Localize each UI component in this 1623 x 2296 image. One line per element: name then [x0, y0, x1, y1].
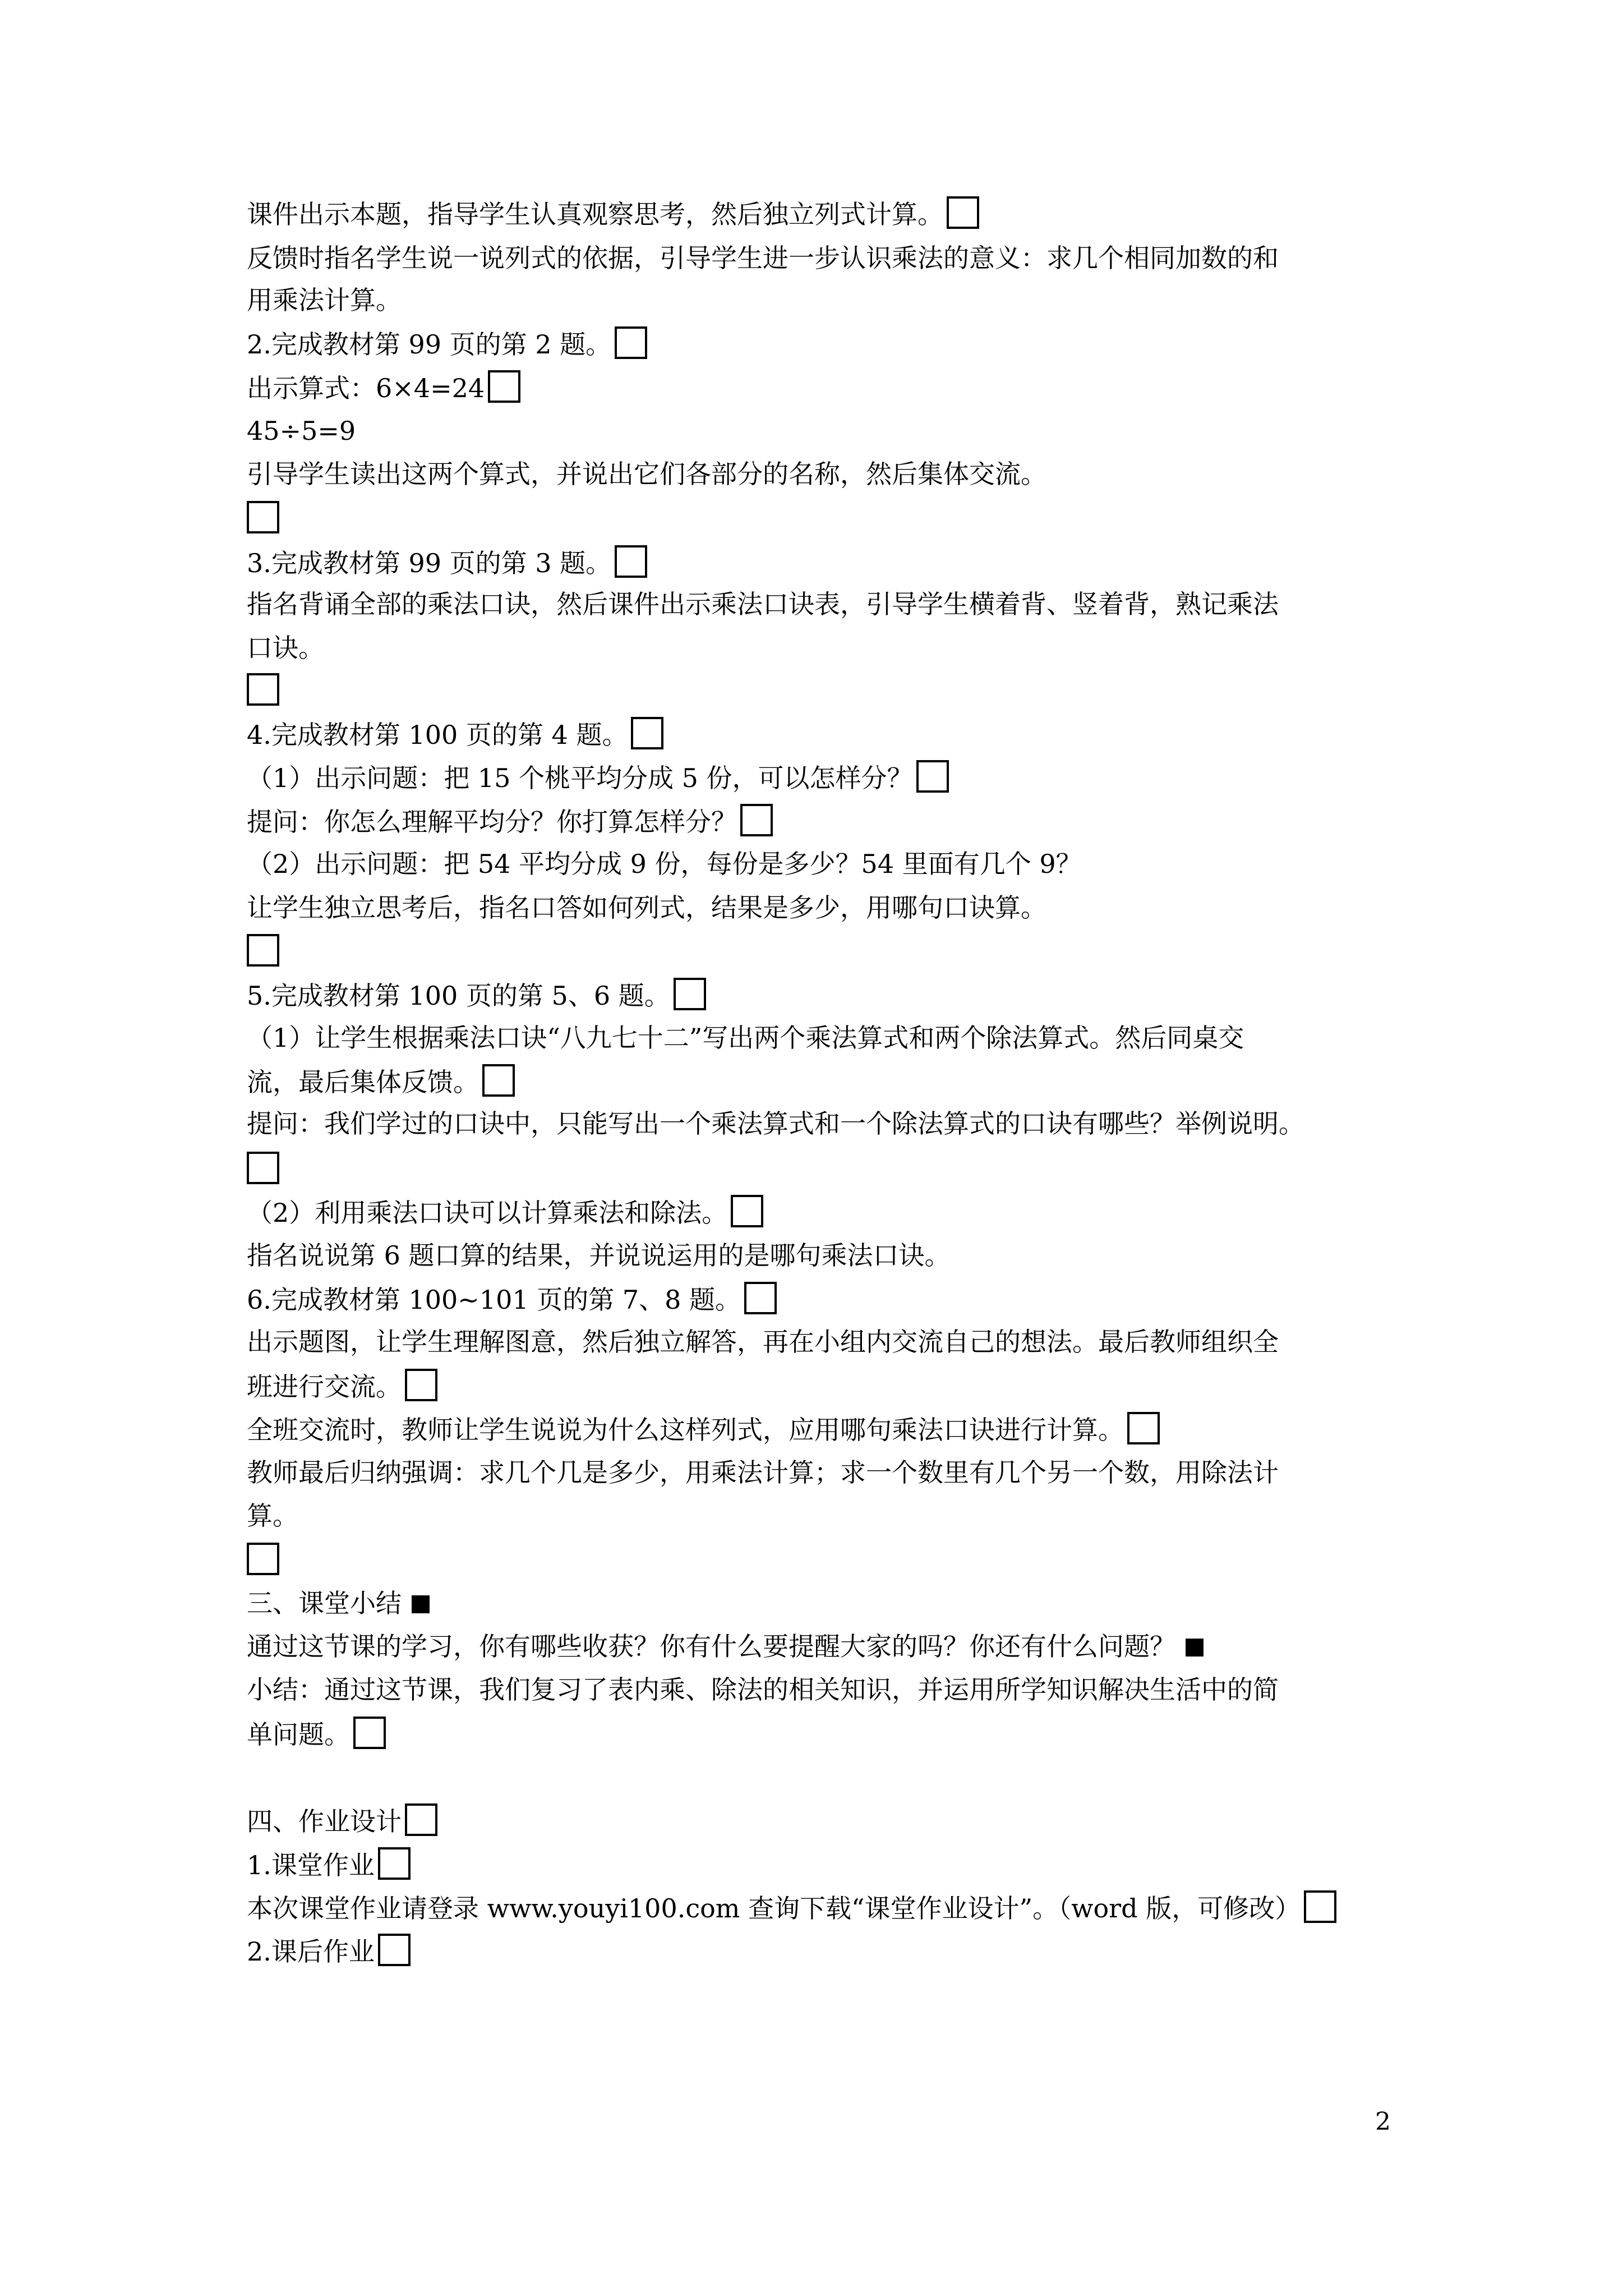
square-bullet-icon	[1186, 1639, 1204, 1657]
text-line: 反馈时指名学生说一说列式的依据，引导学生进一步认识乘法的意义：求几个相同加数的和	[247, 243, 1279, 273]
text-line: 5.完成教材第 100 页的第 5、6 题。	[247, 978, 1410, 1013]
text-line: （1）让学生根据乘法口诀“八九七十二”写出两个乘法算式和两个除法算式。然后同桌交	[247, 1023, 1244, 1053]
checkbox-icon	[378, 1934, 411, 1966]
text-line: （2）利用乘法口诀可以计算乘法和除法。	[247, 1195, 1410, 1230]
checkbox-icon	[488, 370, 520, 403]
text-line: 通过这节课的学习，你有哪些收获？你有什么要提醒大家的吗？你还有什么问题？	[247, 1630, 1410, 1663]
text-line: 2.完成教材第 99 页的第 2 题。	[247, 326, 1410, 361]
text-line: 3.完成教材第 99 页的第 3 题。	[247, 545, 1410, 580]
checkbox-icon	[247, 501, 279, 533]
text-line: 出示题图，让学生理解图意，然后独立解答，再在小组内交流自己的想法。最后教师组织全	[247, 1327, 1279, 1357]
text-line: （1）出示问题：把 15 个桃平均分成 5 份，可以怎样分？	[247, 760, 1410, 795]
text-line: 提问：你怎么理解平均分？你打算怎样分？	[247, 804, 1410, 839]
text-line: 口诀。	[247, 633, 324, 663]
checkbox-icon	[247, 1152, 279, 1184]
checkbox-icon	[378, 1847, 411, 1880]
text-line: 小结：通过这节课，我们复习了表内乘、除法的相关知识，并运用所学知识解决生活中的简	[247, 1674, 1279, 1705]
checkbox-icon	[1127, 1412, 1160, 1444]
checkbox-icon	[615, 545, 647, 578]
text-line	[247, 1543, 1410, 1577]
page-number: 2	[1375, 2108, 1391, 2136]
text-line: 45÷5=9	[247, 416, 356, 446]
checkbox-icon	[353, 1717, 386, 1749]
text-line: 指名说说第 6 题口算的结果，并说说运用的是哪句乘法口诀。	[247, 1240, 951, 1271]
text-line: 提问：我们学过的口诀中，只能写出一个乘法算式和一个除法算式的口诀有哪些？举例说明。	[247, 1108, 1304, 1139]
checkbox-icon	[731, 1195, 763, 1227]
text-line: 4.完成教材第 100 页的第 4 题。	[247, 717, 1410, 752]
text-line	[247, 934, 1410, 969]
text-line: 流，最后集体反馈。	[247, 1064, 1410, 1099]
text-line: 6.完成教材第 100~101 页的第 7、8 题。	[247, 1282, 1410, 1317]
text-line: 2.课后作业	[247, 1934, 1410, 1968]
text-line: 课件出示本题，指导学生认真观察思考，然后独立列式计算。	[247, 196, 1410, 231]
square-bullet-icon	[412, 1595, 430, 1613]
checkbox-icon	[631, 717, 663, 749]
text-line	[247, 673, 1410, 708]
checkbox-icon	[482, 1064, 515, 1097]
checkbox-icon	[1304, 1890, 1336, 1923]
text-line: 1.课堂作业	[247, 1847, 1410, 1882]
text-line: 全班交流时，教师让学生说说为什么这样列式，应用哪句乘法口诀进行计算。	[247, 1412, 1410, 1447]
checkbox-icon	[916, 760, 949, 793]
text-line: 班进行交流。	[247, 1369, 1410, 1404]
checkbox-icon	[247, 1543, 279, 1575]
text-line: 三、课堂小结	[247, 1586, 1410, 1620]
checkbox-icon	[247, 934, 279, 967]
checkbox-icon	[405, 1803, 437, 1836]
text-line: 四、作业设计	[247, 1803, 1410, 1838]
checkbox-icon	[740, 804, 773, 836]
text-line: 本次课堂作业请登录 www.youyi100.com 查询下载“课堂作业设计”。（word 版，可修改）	[247, 1890, 1410, 1925]
text-line	[247, 501, 1410, 536]
text-line	[247, 1152, 1410, 1186]
text-line: 算。	[247, 1501, 298, 1531]
text-line: 出示算式：6×4=24	[247, 370, 1410, 405]
text-line: （2）出示问题：把 54 平均分成 9 份，每份是多少？54 里面有几个 9？	[247, 849, 1082, 879]
text-line: 让学生独立思考后，指名口答如何列式，结果是多少，用哪句口诀算。	[247, 892, 1046, 923]
text-line: 用乘法计算。	[247, 285, 402, 315]
checkbox-icon	[247, 673, 279, 706]
checkbox-icon	[615, 326, 647, 359]
text-line: 单问题。	[247, 1717, 1410, 1751]
text-line: 引导学生读出这两个算式，并说出它们各部分的名称，然后集体交流。	[247, 459, 1046, 489]
checkbox-icon	[744, 1282, 777, 1314]
text-line: 教师最后归纳强调：求几个几是多少，用乘法计算；求一个数里有几个另一个数，用除法计	[247, 1457, 1279, 1488]
checkbox-icon	[947, 196, 979, 229]
text-line: 指名背诵全部的乘法口诀，然后课件出示乘法口诀表，引导学生横着背、竖着背，熟记乘法	[247, 589, 1279, 619]
checkbox-icon	[405, 1369, 437, 1401]
checkbox-icon	[674, 978, 706, 1010]
